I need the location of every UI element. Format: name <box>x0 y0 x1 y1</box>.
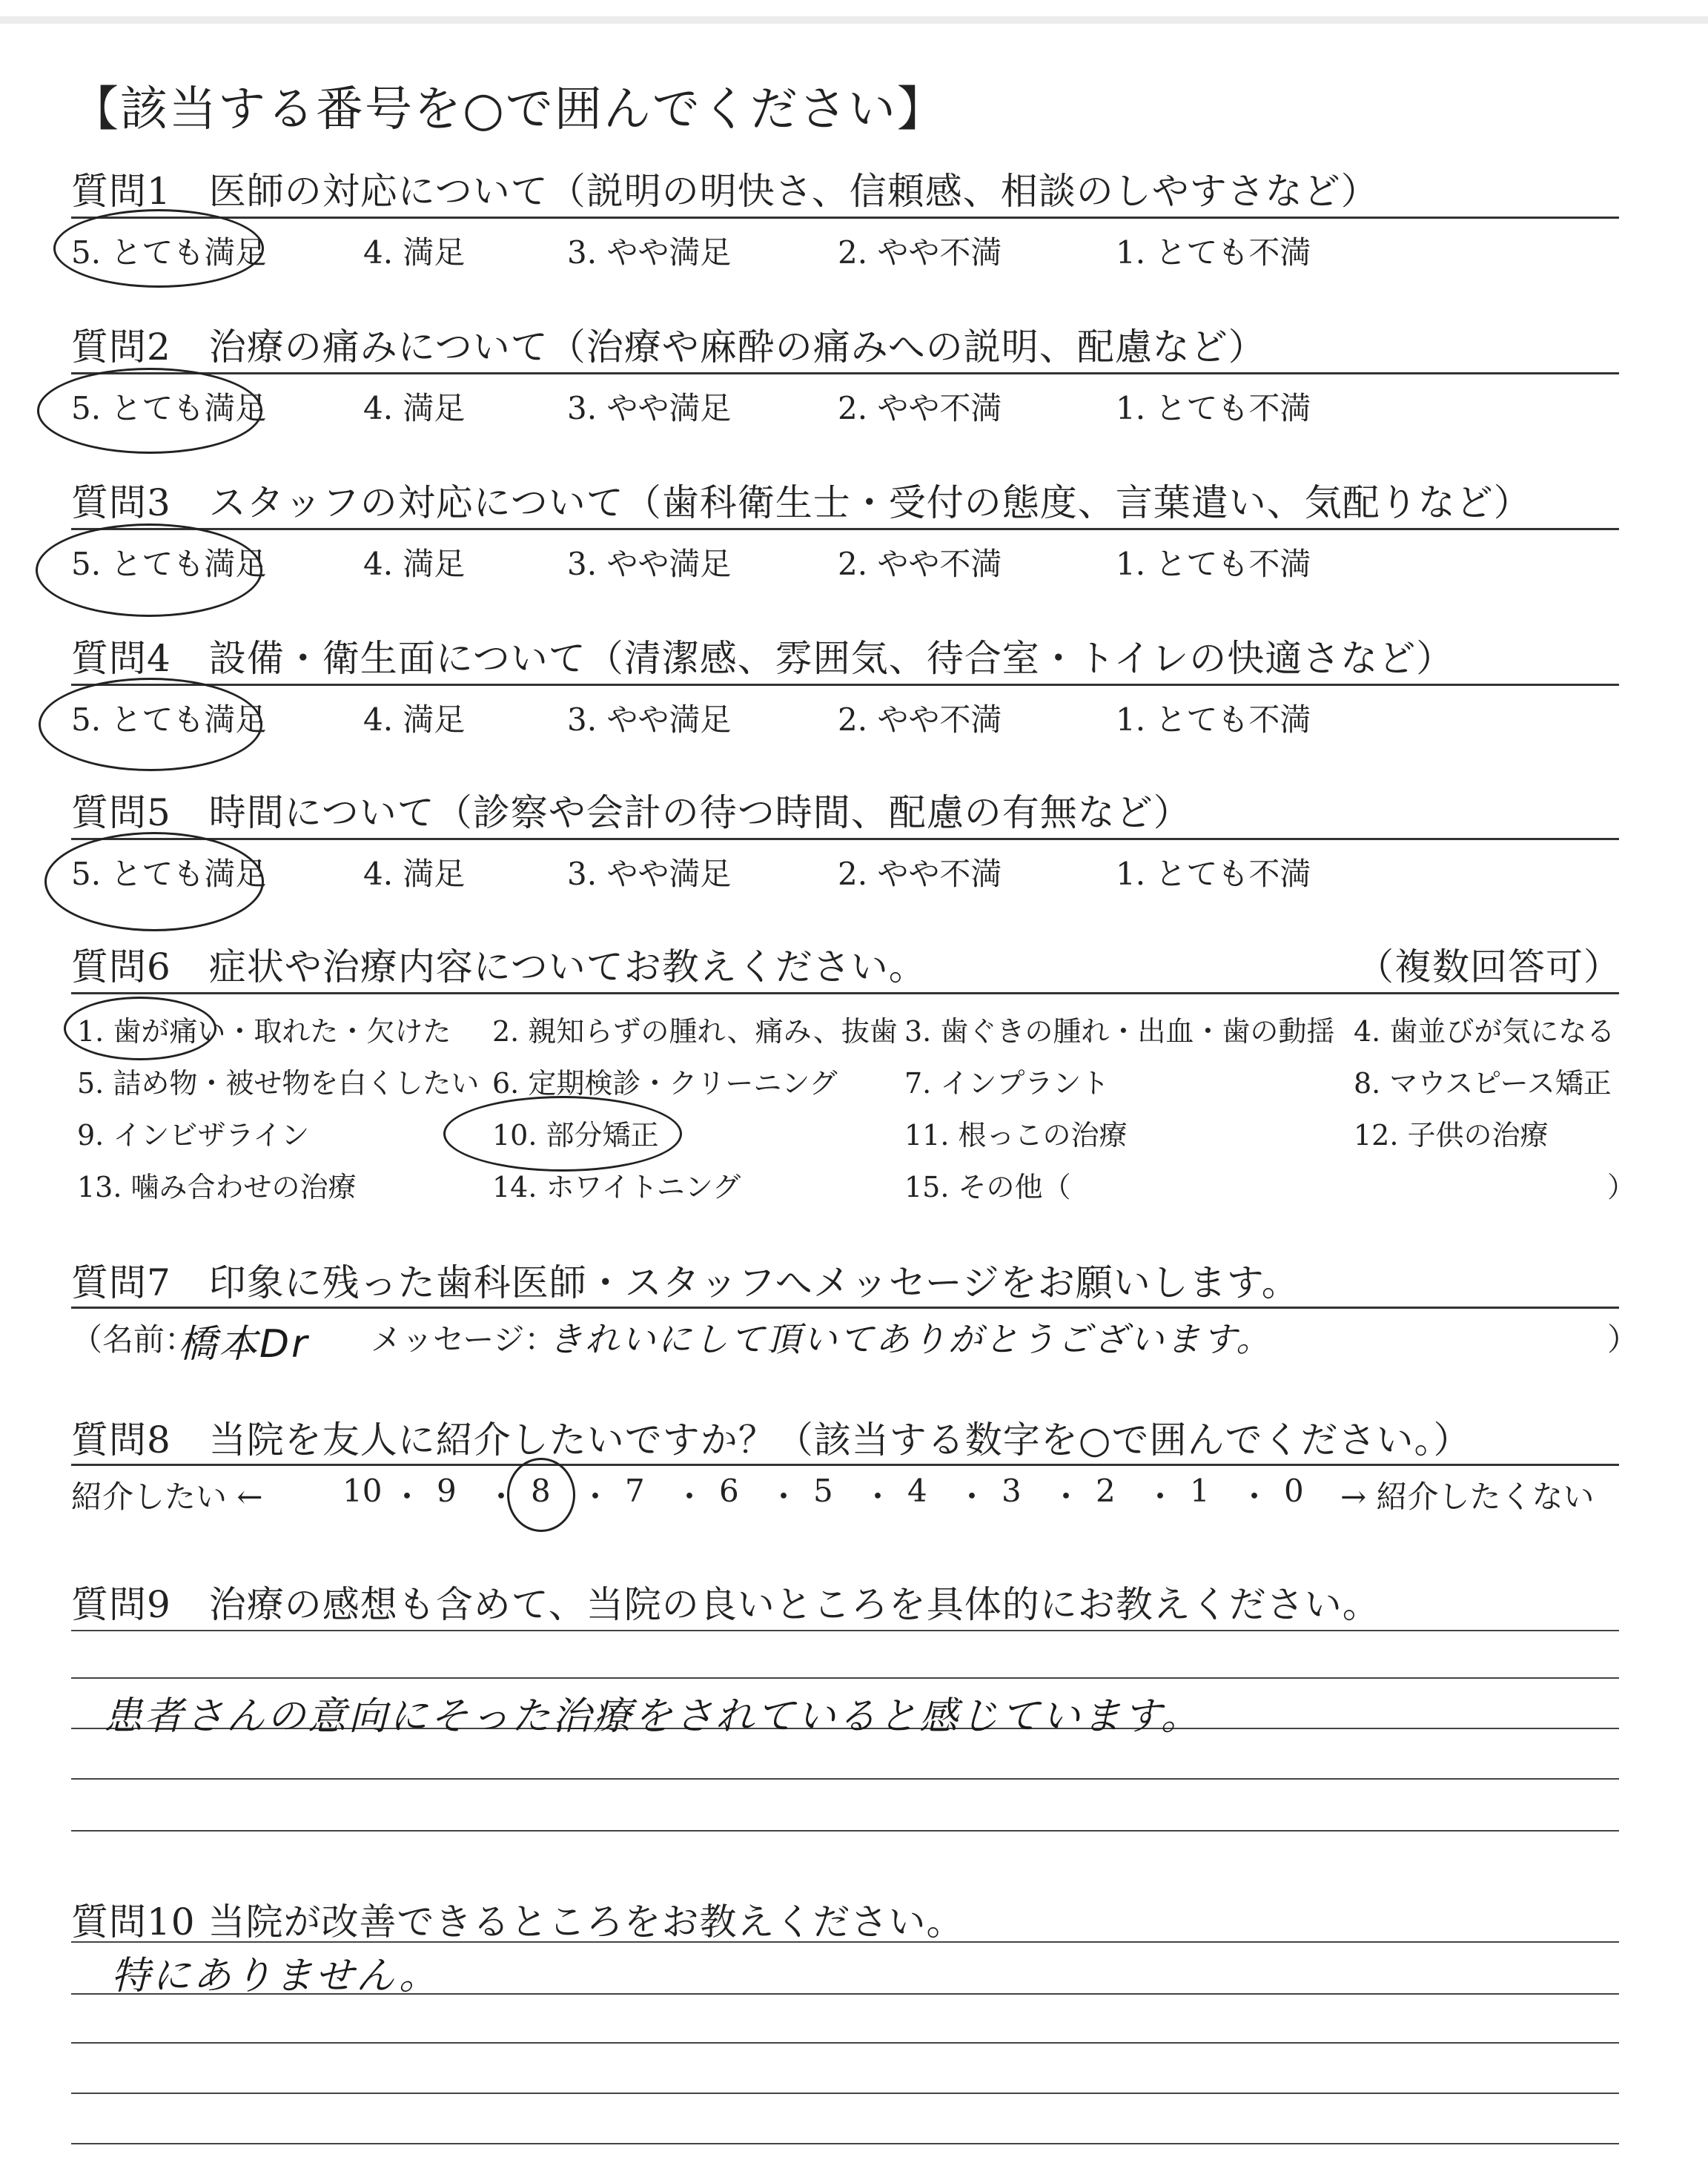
scale-number-5[interactable]: 5 <box>813 1473 833 1509</box>
message-label: メッセージ： <box>371 1321 556 1358</box>
answer-line <box>71 1941 1619 1943</box>
option-5[interactable]: 5. とても満足 <box>71 390 267 426</box>
question-title: 質問10 当院が改善できるところをお教えください。 <box>71 1900 964 1943</box>
divider <box>71 1464 1619 1466</box>
name-label: （名前： <box>71 1321 196 1358</box>
option-1[interactable]: 1. とても不満 <box>1116 390 1311 426</box>
symptom-option-11[interactable]: 11. 根っこの治療 <box>904 1119 1128 1152</box>
option-1[interactable]: 1. とても不満 <box>1116 546 1311 582</box>
option-1[interactable]: 1. とても不満 <box>1116 701 1311 738</box>
scale-dot: ・ <box>1050 1479 1082 1515</box>
option-3[interactable]: 3. やや満足 <box>567 546 732 582</box>
option-1[interactable]: 1. とても不満 <box>1116 234 1311 271</box>
selection-circle <box>44 832 267 931</box>
option-3[interactable]: 3. やや満足 <box>567 390 732 426</box>
symptom-option-9[interactable]: 9. インビザライン <box>77 1119 310 1152</box>
question-title: 質問3 スタッフの対応について（歯科衛生士・受付の態度、言葉遣い、気配りなど） <box>71 481 1532 524</box>
scan-edge <box>0 16 1708 24</box>
answer-line <box>71 1677 1619 1679</box>
option-4[interactable]: 4. 満足 <box>363 234 466 271</box>
multiple-answer-note: （複数回答可） <box>1357 945 1621 988</box>
good-points-handwritten[interactable]: 患者さんの意向にそった治療をされていると感じています。 <box>104 1694 1202 1739</box>
divider <box>71 528 1619 530</box>
symptom-option-10[interactable]: 10. 部分矯正 <box>492 1119 659 1152</box>
divider <box>71 372 1619 374</box>
question-title: 質問2 治療の痛みについて（治療や麻酔の痛みへの説明、配慮など） <box>71 326 1266 369</box>
option-2[interactable]: 2. やや不満 <box>838 856 1002 892</box>
selection-circle <box>39 678 262 771</box>
option-2[interactable]: 2. やや不満 <box>838 546 1002 582</box>
option-5[interactable]: 5. とても満足 <box>71 701 267 738</box>
divider <box>71 838 1619 840</box>
symptom-option-13[interactable]: 13. 噛み合わせの治療 <box>77 1171 357 1203</box>
scale-dot: ・ <box>580 1479 612 1515</box>
symptom-option-6[interactable]: 6. 定期検診・クリーニング <box>492 1067 838 1100</box>
question-title: 質問4 設備・衛生面について（清潔感、雰囲気、待合室・トイレの快適さなど） <box>71 637 1454 680</box>
symptom-option-7[interactable]: 7. インプラント <box>904 1067 1110 1100</box>
scale-number-3[interactable]: 3 <box>1002 1473 1022 1509</box>
divider <box>71 992 1619 994</box>
selection-circle <box>36 524 262 617</box>
other-close-paren: ） <box>1607 1171 1636 1203</box>
symptom-option-8[interactable]: 8. マウスピース矯正 <box>1354 1067 1612 1100</box>
divider <box>71 217 1619 219</box>
symptom-option-15[interactable]: 15. その他（ <box>904 1171 1071 1203</box>
scale-number-7[interactable]: 7 <box>625 1473 645 1509</box>
selection-circle-8 <box>507 1458 575 1532</box>
selection-circle-1 <box>64 997 216 1060</box>
name-handwritten[interactable]: 橋本Dr <box>178 1322 310 1367</box>
answer-line <box>71 2143 1619 2144</box>
answer-line <box>71 1830 1619 1832</box>
symptom-option-2[interactable]: 2. 親知らずの腫れ、痛み、抜歯 <box>492 1015 898 1048</box>
option-3[interactable]: 3. やや満足 <box>567 234 732 271</box>
symptom-option-14[interactable]: 14. ホワイトニング <box>492 1171 741 1203</box>
symptom-option-5[interactable]: 5. 詰め物・被せ物を白くしたい <box>77 1067 480 1100</box>
option-3[interactable]: 3. やや満足 <box>567 856 732 892</box>
question-title: 質問7 印象に残った歯科医師・スタッフへメッセージをお願いします。 <box>71 1261 1300 1304</box>
answer-line <box>71 2042 1619 2044</box>
scale-dot: ・ <box>956 1479 988 1515</box>
scale-dot: ・ <box>391 1479 423 1515</box>
symptom-option-4[interactable]: 4. 歯並びが気になる <box>1354 1015 1615 1048</box>
option-2[interactable]: 2. やや不満 <box>838 234 1002 271</box>
scale-dot: ・ <box>1239 1479 1271 1515</box>
scale-number-10[interactable]: 10 <box>342 1473 383 1509</box>
page-title: 【該当する番号を○で囲んでください】 <box>71 82 946 137</box>
scale-number-0[interactable]: 0 <box>1284 1473 1304 1509</box>
recommend-left-label: 紹介したい ← <box>71 1479 263 1515</box>
option-5[interactable]: 5. とても満足 <box>71 856 267 892</box>
symptom-option-1[interactable]: 1. 歯が痛い・取れた・欠けた <box>77 1015 451 1048</box>
option-5[interactable]: 5. とても満足 <box>71 234 267 271</box>
recommend-right-label: → 紹介したくない <box>1340 1479 1595 1515</box>
scale-dot: ・ <box>768 1479 800 1515</box>
scale-dot: ・ <box>1145 1479 1176 1515</box>
selection-circle <box>37 368 262 454</box>
scale-number-1[interactable]: 1 <box>1190 1473 1210 1509</box>
question-title: 質問1 医師の対応について（説明の明快さ、信頼感、相談のしやすさなど） <box>71 170 1379 213</box>
answer-line <box>71 2093 1619 2094</box>
option-2[interactable]: 2. やや不満 <box>838 701 1002 738</box>
symptom-option-3[interactable]: 3. 歯ぐきの腫れ・出血・歯の動揺 <box>904 1015 1335 1048</box>
option-4[interactable]: 4. 満足 <box>363 546 466 582</box>
scale-number-2[interactable]: 2 <box>1096 1473 1116 1509</box>
scale-dot: ・ <box>862 1479 894 1515</box>
improvement-handwritten[interactable]: 特にありません。 <box>111 1954 440 1998</box>
question-title: 質問6 症状や治療内容についてお教えください。 <box>71 945 927 988</box>
option-4[interactable]: 4. 満足 <box>363 701 466 738</box>
scale-number-6[interactable]: 6 <box>719 1473 739 1509</box>
message-close-paren: ） <box>1607 1321 1639 1358</box>
option-4[interactable]: 4. 満足 <box>363 390 466 426</box>
option-4[interactable]: 4. 満足 <box>363 856 466 892</box>
option-3[interactable]: 3. やや満足 <box>567 701 732 738</box>
selection-circle <box>53 209 267 288</box>
option-2[interactable]: 2. やや不満 <box>838 390 1002 426</box>
scale-number-9[interactable]: 9 <box>437 1473 457 1509</box>
answer-line <box>71 1630 1619 1631</box>
question-title: 質問8 当院を友人に紹介したいですか？（該当する数字を○で囲んでください。） <box>71 1418 1472 1462</box>
selection-circle-10 <box>443 1096 682 1172</box>
option-5[interactable]: 5. とても満足 <box>71 546 267 582</box>
divider <box>71 1307 1619 1309</box>
divider <box>71 684 1619 686</box>
answer-line <box>71 1778 1619 1780</box>
scale-dot: ・ <box>486 1479 517 1515</box>
option-1[interactable]: 1. とても不満 <box>1116 856 1311 892</box>
symptom-option-12[interactable]: 12. 子供の治療 <box>1354 1119 1549 1152</box>
scale-number-4[interactable]: 4 <box>907 1473 927 1509</box>
message-handwritten[interactable]: きれいにして頂いてありがとうございます。 <box>549 1319 1273 1359</box>
scale-number-8[interactable]: 8 <box>531 1473 551 1509</box>
question-title: 質問5 時間について（診察や会計の待つ時間、配慮の有無など） <box>71 791 1191 834</box>
scale-dot: ・ <box>674 1479 706 1515</box>
question-title: 質問9 治療の感想も含めて、当院の良いところを具体的にお教えください。 <box>71 1583 1380 1626</box>
